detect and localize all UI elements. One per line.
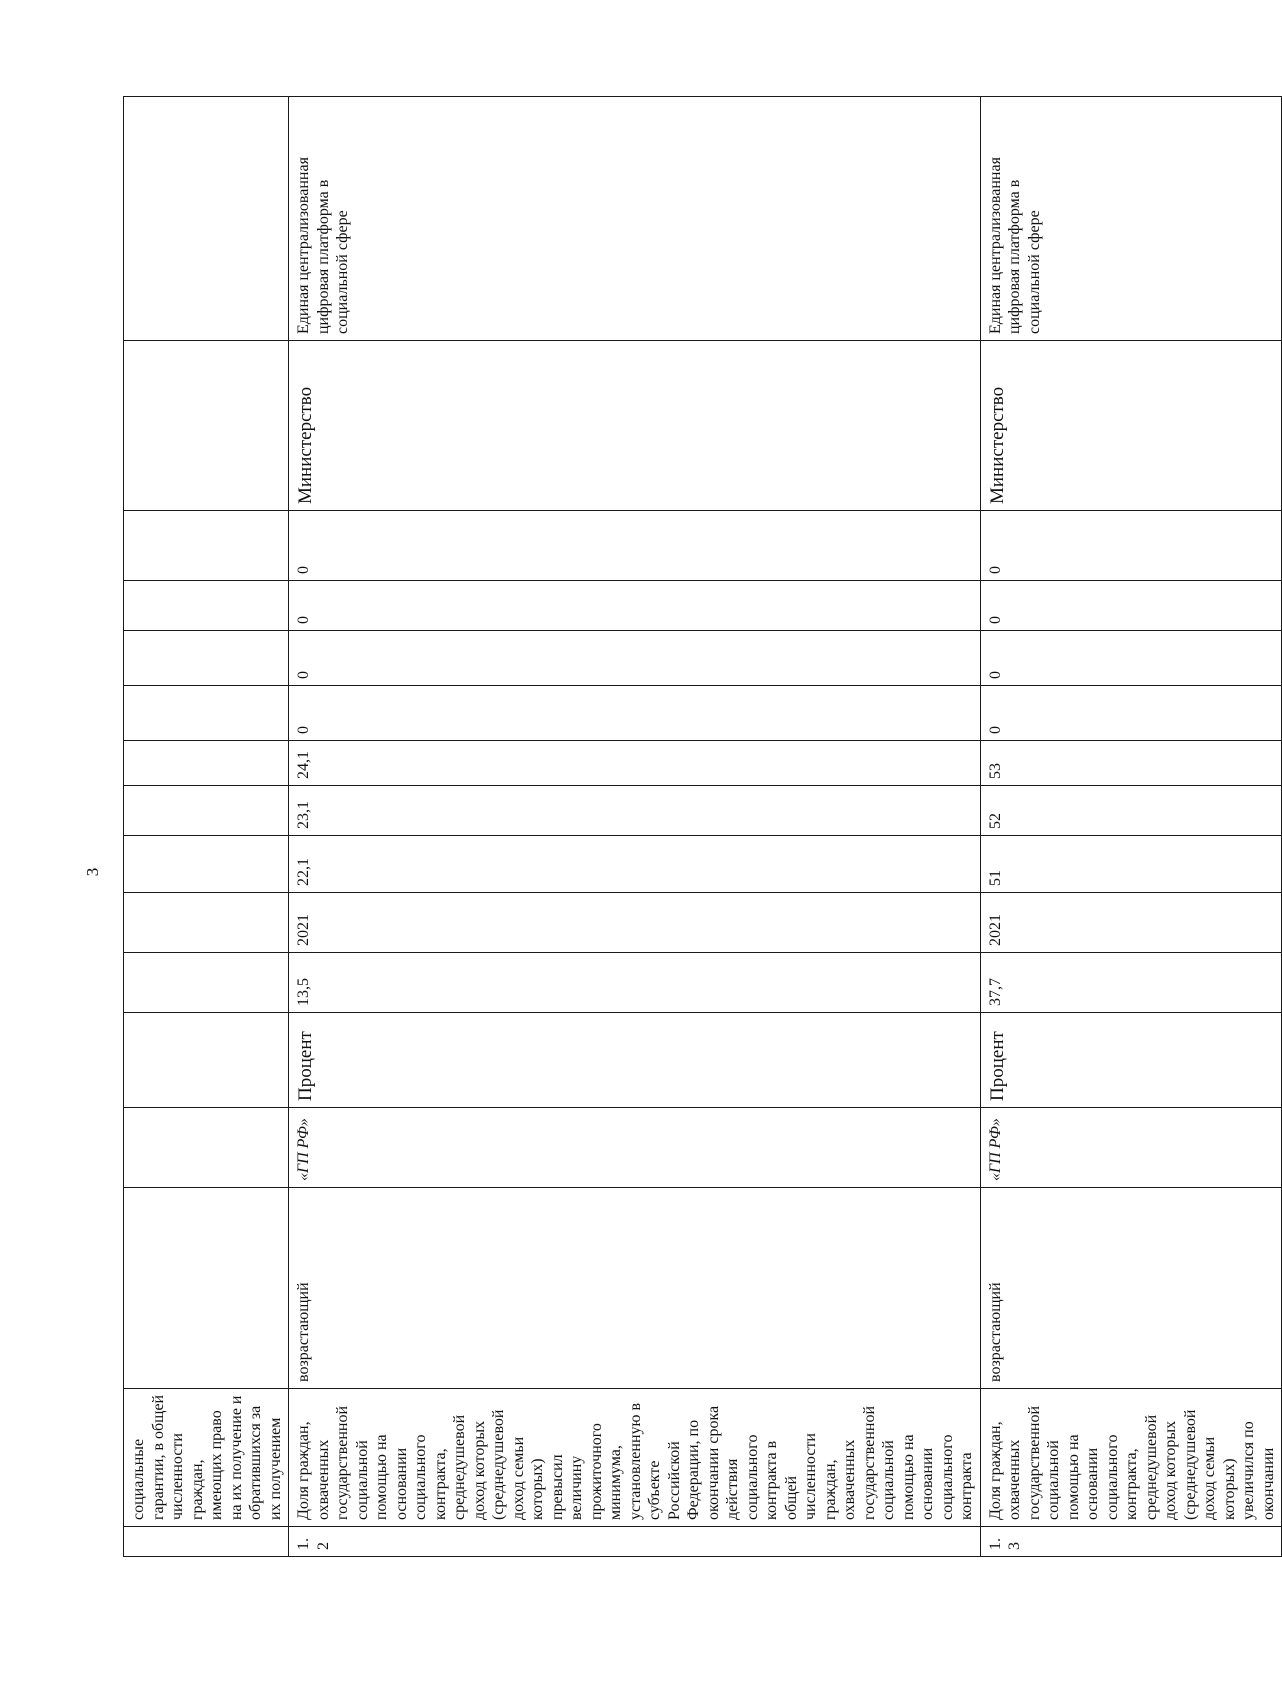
value-5: 0 — [289, 631, 981, 686]
row-number: 1.3 — [980, 1527, 1282, 1557]
cell-empty — [124, 97, 289, 341]
value-4: 0 — [980, 686, 1282, 741]
indicator-table — [123, 96, 1282, 1557]
cell-empty — [124, 953, 289, 1013]
value-6: 0 — [980, 581, 1282, 631]
indicator-table-wrapper — [123, 97, 1277, 1557]
cell-empty — [124, 511, 289, 581]
value-1: 51 — [980, 836, 1282, 893]
cell-empty — [124, 786, 289, 836]
base-value: 37,7 — [980, 953, 1282, 1013]
indicator-name: Доля граждан, охваченных государственной социальной помощью на основании социального контракта, среднедушевой доход которых (среднедушевой доход семьи которых) превысил величину прожиточного минимума, установленную в субъекте Российской Федерации, по окончании срока действия социального контракта в общей численности граждан, охваченных государственной социальной помощью на основании социального контракта — [289, 1389, 981, 1527]
cell-empty — [124, 741, 289, 786]
cell-empty — [124, 686, 289, 741]
value-6: 0 — [289, 581, 981, 631]
indicator-direction: возрастающий — [289, 1188, 981, 1389]
base-value: 13,5 — [289, 953, 981, 1013]
cell-empty — [124, 1527, 289, 1557]
cell-empty — [124, 631, 289, 686]
value-3: 53 — [980, 741, 1282, 786]
cell-empty — [124, 893, 289, 953]
cell-empty — [124, 1013, 289, 1108]
value-7: 0 — [289, 511, 981, 581]
responsible-body: Министерство — [289, 341, 981, 511]
cell-empty — [124, 836, 289, 893]
information-system: Единая централизованная цифровая платформа в социальной сфере — [980, 97, 1282, 341]
table-row-continuation — [124, 97, 289, 1557]
value-4: 0 — [289, 686, 981, 741]
page-number: 3 — [83, 867, 102, 877]
indicator-unit: Процент — [289, 1013, 981, 1108]
indicator-direction: возрастающий — [980, 1188, 1282, 1389]
value-1: 22,1 — [289, 836, 981, 893]
base-year: 2021 — [289, 893, 981, 953]
table-row — [289, 97, 981, 1557]
information-system: Единая централизованная цифровая платформа в социальной сфере — [289, 97, 981, 341]
cell-empty — [124, 1108, 289, 1188]
indicator-source: «ГП РФ» — [980, 1108, 1282, 1188]
row-number: 1.2 — [289, 1527, 981, 1557]
cell-empty — [124, 1188, 289, 1389]
value-2: 23,1 — [289, 786, 981, 836]
table-row — [980, 97, 1282, 1557]
indicator-name: Доля граждан, охваченных государственной социальной помощью на основании социального контракта, среднедушевой доход которых (среднедушевой доход семьи которых) увеличился по окончании — [980, 1389, 1282, 1527]
value-2: 52 — [980, 786, 1282, 836]
cell-empty — [124, 341, 289, 511]
indicator-name-continuation: социальные гарантии, в общей численности граждан, имеющих право на их получение и обратившихся за их получением — [124, 1389, 289, 1527]
value-3: 24,1 — [289, 741, 981, 786]
indicator-unit: Процент — [980, 1013, 1282, 1108]
value-5: 0 — [980, 631, 1282, 686]
base-year: 2021 — [980, 893, 1282, 953]
cell-empty — [124, 581, 289, 631]
responsible-body: Министерство — [980, 341, 1282, 511]
indicator-source: «ГП РФ» — [289, 1108, 981, 1188]
value-7: 0 — [980, 511, 1282, 581]
